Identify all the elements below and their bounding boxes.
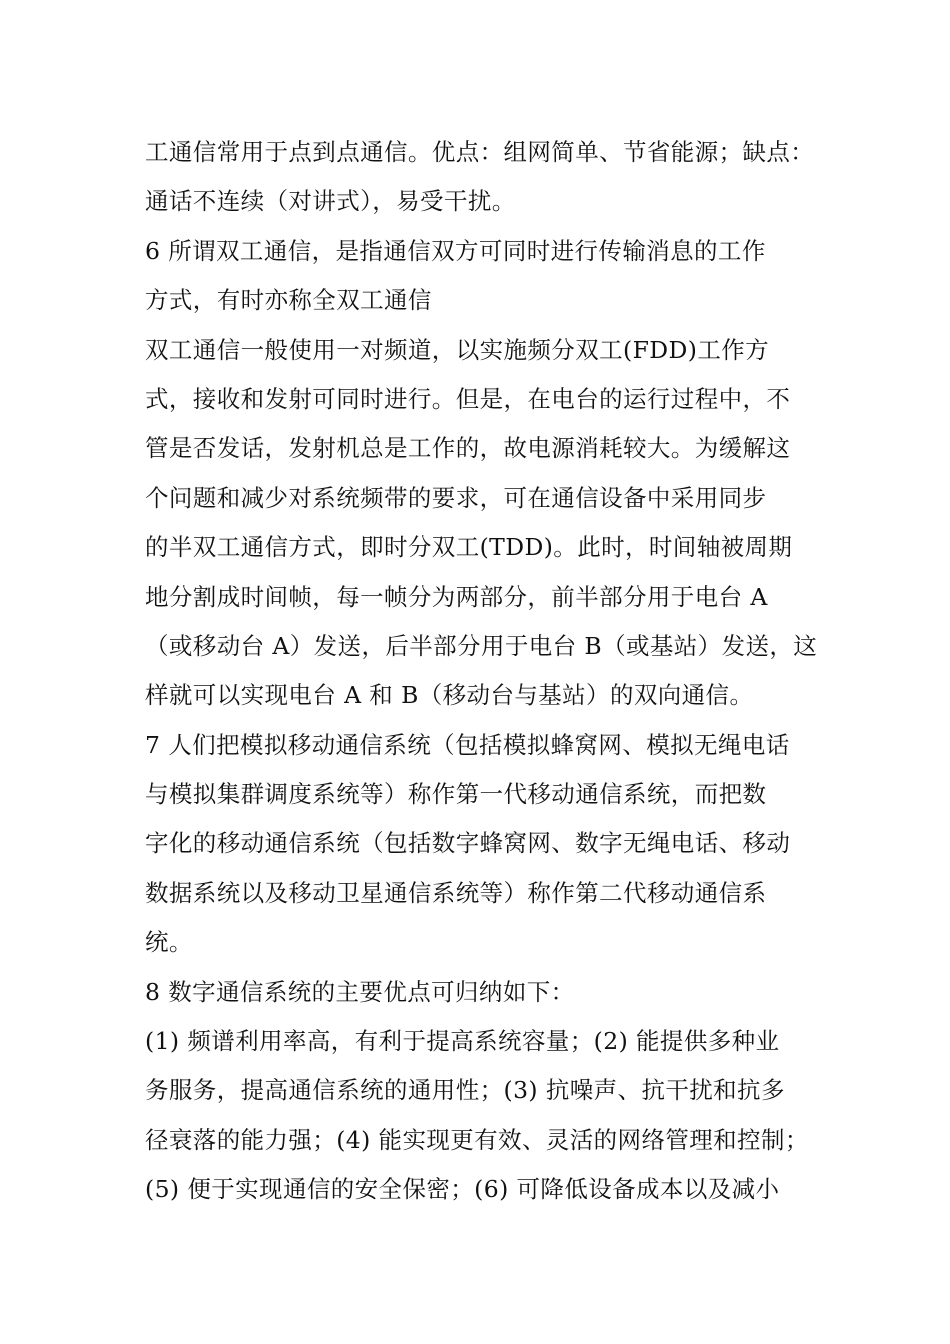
text-line: 个问题和减少对系统频带的要求，可在通信设备中采用同步 [145,483,767,512]
text-line: 方式，有时亦称全双工通信 [145,286,432,315]
text-line: 字化的移动通信系统（包括数字蜂窝网、数字无绳电话、移动 [145,829,791,858]
text-line: 6 所谓双工通信，是指通信双方可同时进行传输消息的工作 [145,236,766,265]
text-line: 工通信常用于点到点通信。优点：组网简单、节省能源；缺点： [145,138,815,166]
text-line: （或移动台 A）发送，后半部分用于电台 B（或基站）发送，这 [145,631,818,660]
text-line: (5) 便于实现通信的安全保密；(6) 可降低设备成本以及减小 [145,1175,780,1204]
text-line: 统。 [145,928,193,957]
text-line: 数据系统以及移动卫星通信系统等）称作第二代移动通信系 [145,878,767,907]
text-line: 管是否发话，发射机总是工作的，故电源消耗较大。为缓解这 [145,434,791,463]
text-line: 的半双工通信方式，即时分双工(TDD)。此时，时间轴被周期 [145,533,793,562]
text-line: 与模拟集群调度系统等）称作第一代移动通信系统，而把数 [145,780,767,809]
text-line: 样就可以实现电台 A 和 B（移动台与基站）的双向通信。 [145,681,754,710]
text-line: 务服务，提高通信系统的通用性；(3) 抗噪声、抗干扰和抗多 [145,1076,785,1105]
text-line: 双工通信一般使用一对频道，以实施频分双工(FDD)工作方 [145,335,770,364]
text-line: 式，接收和发射可同时进行。但是，在电台的运行过程中，不 [145,384,791,413]
text-line: 8 数字通信系统的主要优点可归纳如下： [145,977,575,1006]
text-line: 7 人们把模拟移动通信系统（包括模拟蜂窝网、模拟无绳电话 [145,730,790,759]
text-line: (1) 频谱利用率高，有利于提高系统容量；(2) 能提供多种业 [145,1027,780,1056]
text-line: 通话不连续（对讲式），易受干扰。 [145,187,516,216]
text-line: 径衰落的能力强；(4) 能实现更有效、灵活的网络管理和控制； [145,1125,809,1154]
text-line: 地分割成时间帧，每一帧分为两部分，前半部分用于电台 A [145,582,768,611]
document-body [145,128,818,1215]
